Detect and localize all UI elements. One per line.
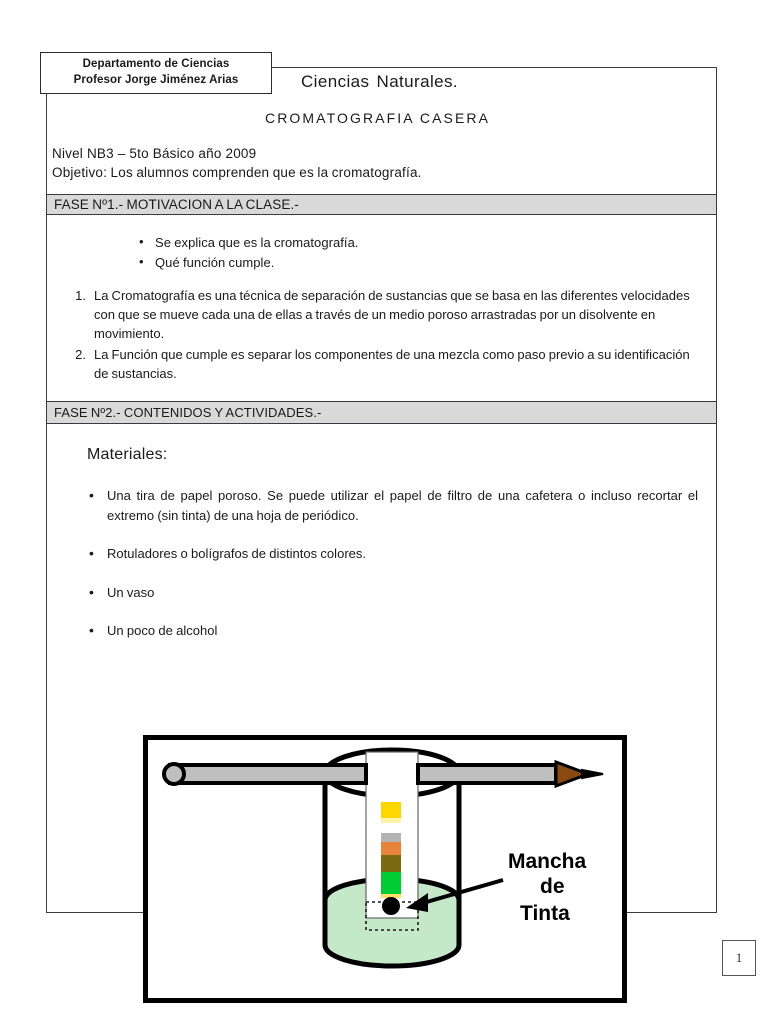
- fase1-header-bar: [47, 194, 716, 215]
- list-item: • Se explica que es la cromatografía.: [155, 233, 704, 253]
- document-table: [46, 67, 717, 925]
- materiales-list: [59, 486, 704, 641]
- band-orange: [381, 842, 401, 855]
- list-item: • Rotuladores o bolígrafos de distintos colores.: [107, 544, 704, 564]
- fase1-label: FASE Nº1.- MOTIVACION A LA CLASE.-: [54, 197, 299, 212]
- page-number-value: 1: [735, 950, 743, 965]
- annotation-line-3: Tinta: [520, 902, 570, 925]
- department-header-box: [40, 52, 272, 94]
- page-title: Ciencias Naturales.: [301, 72, 458, 91]
- department-name: Departamento de Ciencias: [82, 58, 230, 71]
- ink-spot: [382, 897, 400, 915]
- list-item: • Un vaso: [107, 583, 704, 603]
- fase1-bullet-list: [59, 233, 704, 273]
- band-olive: [381, 855, 401, 872]
- band-green: [381, 872, 401, 894]
- page-number-badge: [722, 940, 756, 976]
- objetivo-line: Objetivo: Los alumnos comprenden que es la cromatografía.: [52, 165, 422, 180]
- annotation-label: [508, 850, 587, 925]
- page-subtitle: CROMATOGRAFIA CASERA: [265, 110, 491, 126]
- fase2-header-bar: [47, 401, 716, 424]
- list-item: • Un poco de alcohol: [107, 621, 704, 641]
- annotation-line-2: de: [540, 875, 565, 898]
- chromatography-illustration: [148, 740, 622, 998]
- list-item: 1. La Cromatografía es una técnica de separación de sustancias que se basa en las diferentes velocidades con que se mueve cada una de ellas a través de un medio poroso arrastradas por un disolvente en movimiento.: [89, 287, 704, 344]
- band-yellow-fade: [381, 818, 401, 823]
- band-yellow: [381, 802, 401, 818]
- list-item: 2. La Función que cumple es separar los componentes de una mezcla como paso previo a su identificación de sustancias.: [89, 346, 704, 384]
- list-item: • Una tira de papel poroso. Se puede utilizar el papel de filtro de una cafetera o incluso recortar el extremo (sin tinta) de una hoja de periódico.: [107, 486, 704, 525]
- professor-name: Profesor Jorge Jiménez Arias: [73, 74, 239, 86]
- chromatography-diagram: [143, 735, 627, 1003]
- nivel-line: Nivel NB3 – 5to Básico año 2009: [52, 146, 257, 161]
- fase1-body: [47, 215, 716, 401]
- annotation-line-1: Mancha: [508, 850, 587, 873]
- materiales-heading: Materiales:: [87, 446, 168, 463]
- fase2-label: FASE Nº2.- CONTENIDOS Y ACTIVIDADES.-: [54, 405, 322, 420]
- list-item: • Qué función cumple.: [155, 253, 704, 273]
- band-gray: [381, 833, 401, 842]
- fase1-numbered-list: [59, 287, 704, 383]
- fase2-body: [47, 424, 716, 925]
